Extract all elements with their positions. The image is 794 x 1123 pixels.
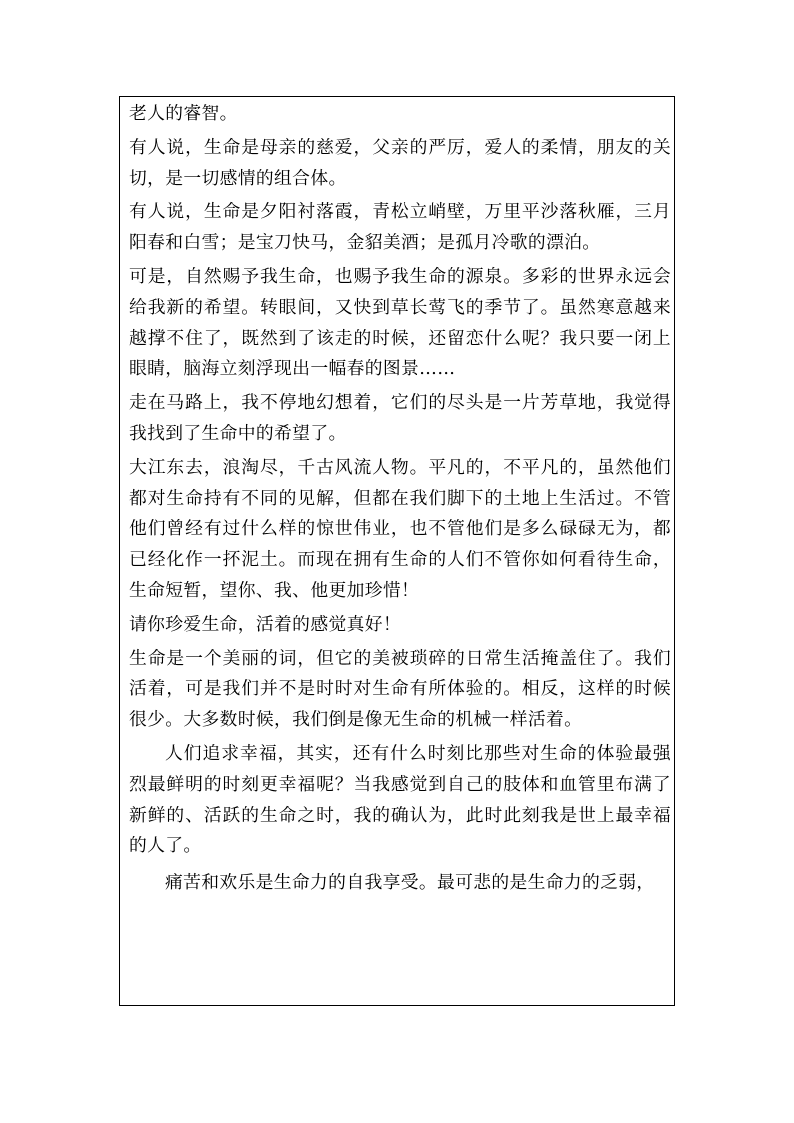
paragraph-5: 走在马路上，我不停地幻想着，它们的尽头是一片芳草地，我觉得我找到了生命中的希望了。 [129, 392, 671, 444]
paragraph-3: 有人说，生命是夕阳衬落霞，青松立峭壁，万里平沙落秋雁，三月阳春和白雪；是宝刀快马，金貂美酒；是孤月冷歌的漂泊。 [129, 201, 671, 254]
paragraph-10: 痛苦和欢乐是生命力的自我享受。最可悲的是生命力的乏弱， [165, 872, 655, 894]
paragraph-2: 有人说，生命是母亲的慈爱，父亲的严厉，爱人的柔情，朋友的关切，是一切感情的组合体。 [129, 136, 671, 189]
paragraph-9: 人们追求幸福，其实，还有什么时刻比那些对生命的体验最强烈最鲜明的时刻更幸福呢？当我感觉到自己的肢体和血管里布满了新鲜的、活跃的生命之时，我的确认为，此时此刻我是世上最幸福的人了。 [129, 742, 671, 857]
document-frame [119, 96, 675, 1006]
paragraph-4: 可是，自然赐予我生命，也赐予我生命的源泉。多彩的世界永远会给我新的希望。转眼间，又快到草长莺飞的季节了。虽然寒意越来越撑不住了，既然到了该走的时候，还留恋什么呢？我只要一闭上眼睛，脑海立刻浮现出一幅春的图景…… [129, 265, 671, 380]
paragraph-6: 大江东去，浪淘尽，千古风流人物。平凡的，不平凡的，虽然他们都对生命持有不同的见解，但都在我们脚下的土地上生活过。不管他们曾经有过什么样的惊世伟业，也不管他们是多么碌碌无为，都已经化作一抔泥土。而现在拥有生命的人们不管你如何看待生命，生命短暂，望你、我、他更加珍惜！ [129, 456, 671, 601]
document-body [129, 97, 671, 899]
paragraph-7: 请你珍爱生命，活着的感觉真好！ [129, 613, 401, 635]
paragraph-1: 老人的睿智。 [129, 103, 238, 124]
paragraph-8: 生命是一个美丽的词，但它的美被琐碎的日常生活掩盖住了。我们活着，可是我们并不是时时对生命有所体验的。相反，这样的时候很少。大多数时候，我们倒是像无生命的机械一样活着。 [129, 647, 671, 731]
